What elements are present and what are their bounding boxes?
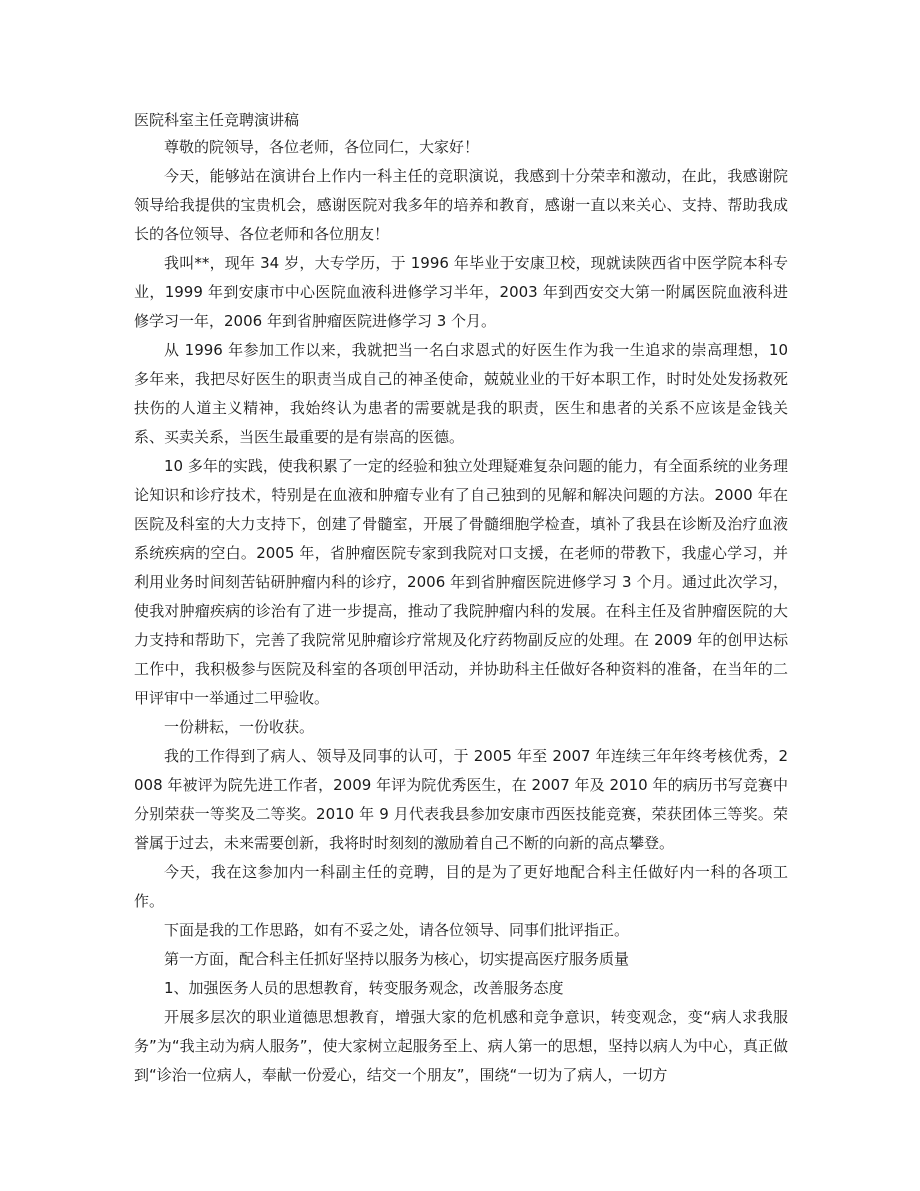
paragraph-purpose: 今天，我在这参加内一科副主任的竞聘，目的是为了更好地配合科主任做好内一科的各项工作。 [134, 863, 788, 910]
document-page [134, 107, 788, 1090]
paragraph-background: 我叫**，现年 34 岁，大专学历，于 1996 年毕业于安康卫校，现就读陕西省中医学院本科专业，1999 年到安康市中心医院血液科进修学习半年，2003 年到西安交大第一附属医院血液科进修学习一年，2006 年到省肿瘤医院进修学习 3 个月。 [134, 254, 788, 330]
paragraph-opening: 今天，能够站在演讲台上作内一科主任的竞职演说，我感到十分荣幸和激动，在此，我感谢院领导给我提供的宝贵机会，感谢医院对我多年的培养和教育，感谢一直以来关心、支持、帮助我成长的各位领导、各位老师和各位朋友！ [134, 167, 788, 243]
paragraph-education: 开展多层次的职业道德思想教育，增强大家的危机感和竞争意识，转变观念，变“病人求我服务”为“我主动为病人服务”，使大家树立起服务至上、病人第一的思想，坚持以病人为中心，真正做到“诊治一位病人，奉献一份爱心，结交一个朋友”，围绕“一切为了病人，一切方 [134, 1008, 788, 1084]
document-title: 医院科室主任竞聘演讲稿 [134, 111, 300, 129]
paragraph-harvest: 一份耕耘，一份收获。 [164, 718, 315, 736]
paragraph-ideals: 从 1996 年参加工作以来，我就把当一名白求恩式的好医生作为我一生追求的崇高理想，10 多年来，我把尽好医生的职责当成自己的神圣使命，兢兢业业的干好本职工作，时时处处发扬救死扶伤的人道主义精神，我始终认为患者的需要就是我的职责，医生和患者的关系不应该是金钱关系、买卖关系，当医生最重要的是有崇高的医德。 [134, 341, 788, 446]
paragraph-experience: 10 多年的实践，使我积累了一定的经验和独立处理疑难复杂问题的能力，有全面系统的业务理论知识和诊疗技术，特别是在血液和肿瘤专业有了自己独到的见解和解决问题的方法。2000 年在医院及科室的大力支持下，创建了骨髓室，开展了骨髓细胞学检查，填补了我县在诊断及治疗血液系统疾病的空白。2005 年，省肿瘤医院专家到我院对口支援，在老师的带教下，我虚心学习，并利用业务时间刻苦钻研肿瘤内科的诊疗，2006 年到省肿瘤医院进修学习 3 个月。通过此次学习，使我对肿瘤疾病的诊治有了进一步提高，推动了我院肿瘤内科的发展。在科主任及省肿瘤医院的大力支持和帮助下，完善了我院常见肿瘤诊疗常规及化疗药物副反应的处理。在 2009 年的创甲达标工作中，我积极参与医院及科室的各项创甲活动，并协助科主任做好各种资料的准备，在当年的二甲评审中一举通过二甲验收。 [134, 457, 788, 707]
paragraph-intro-plan: 下面是我的工作思路，如有不妥之处，请各位领导、同事们批评指正。 [164, 921, 630, 939]
paragraph-greeting: 尊敬的院领导，各位老师，各位同仁，大家好！ [164, 138, 480, 156]
paragraph-honors: 我的工作得到了病人、领导及同事的认可，于 2005 年至 2007 年连续三年年终考核优秀，2008 年被评为院先进工作者，2009 年评为院优秀医生，在 2007 年及 2010 年的病历书写竞赛中分别荣获一等奖及二等奖。2010 年 9 月代表我县参加安康市西医技能竞赛，荣获团体三等奖。荣誉属于过去，未来需要创新，我将时时刻刻的激励着自己不断的向新的高点攀登。 [134, 747, 788, 852]
subsection-heading-1: 1、加强医务人员的思想教育，转变服务观念，改善服务态度 [164, 979, 564, 997]
section-heading-first: 第一方面，配合科主任抓好坚持以服务为核心，切实提高医疗服务质量 [164, 950, 630, 968]
